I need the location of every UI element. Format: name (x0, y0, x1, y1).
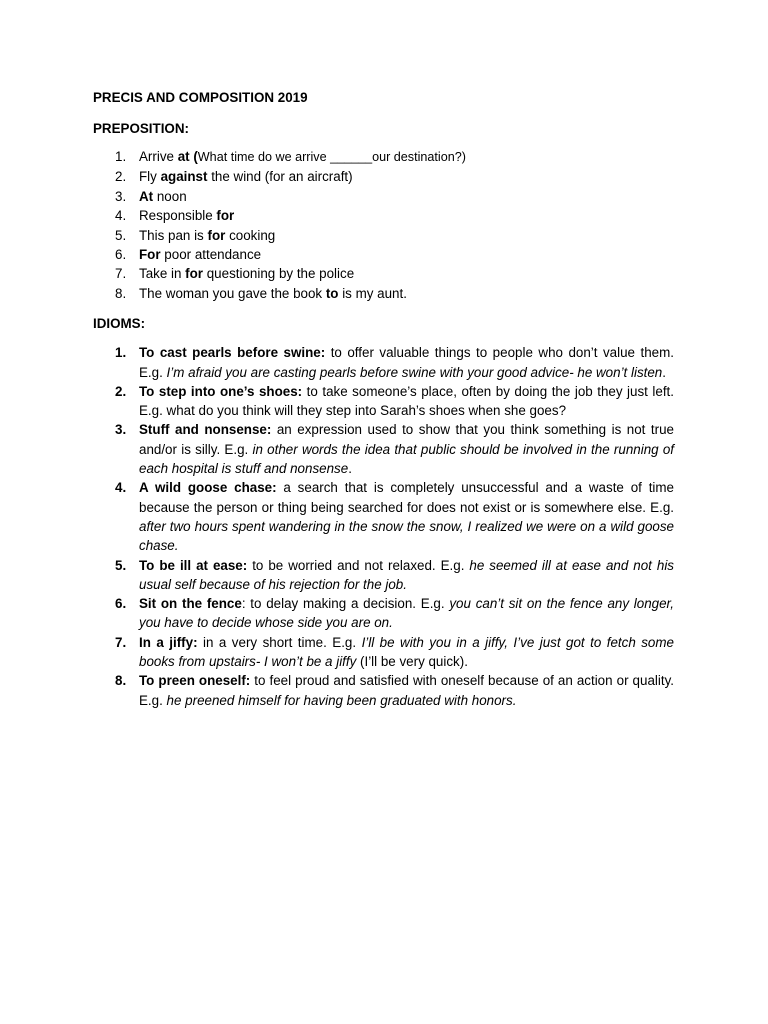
list-item: 7. Take in for questioning by the police (115, 266, 355, 282)
list-item: 6. For poor attendance (115, 247, 262, 263)
preposition-heading: PREPOSITION: (93, 121, 189, 136)
list-item: 7. In a jiffy: in a very short time. E.g. I’ll be with you in a jiffy, I’ve just got to fetch some books from upstairs- I won’t be a jiffy (I’ll be very quick). (115, 634, 674, 669)
list-item: 4. A wild goose chase: a search that is completely unsuccessful and a waste of time because the person or thing being searched for does not exist or is somewhere else. E.g. after two hours spent wandering in the snow the snow, I realized we were on a wild goose chase. (115, 480, 674, 554)
list-item: 3. Stuff and nonsense: an expression used to show that you think something is not true and/or is silly. E.g. in other words the idea that public should be involved in the running of each hospital is stuff and nonsense. (115, 422, 674, 477)
list-item: 6. Sit on the fence: to delay making a decision. E.g. you can’t sit on the fence any longer, you have to decide whose side you are on. (115, 596, 674, 631)
list-item: 1. To cast pearls before swine: to offer valuable things to people who don’t value them. E.g. I’m afraid you are casting pearls before swine with your good advice- he won’t listen. (115, 345, 674, 380)
preposition-list (93, 147, 674, 303)
list-item: 5. This pan is for cooking (115, 227, 276, 243)
idioms-heading: IDIOMS: (93, 316, 146, 332)
list-item: 3. At noon (115, 188, 187, 204)
document-title: PRECIS AND COMPOSITION 2019 (93, 90, 308, 105)
list-item: 5. To be ill at ease: to be worried and not relaxed. E.g. he seemed ill at ease and not his usual self because of his rejection for the job. (115, 557, 674, 592)
idioms-list (93, 343, 674, 710)
list-item: 8. To preen oneself: to feel proud and satisfied with oneself because of an action or quality. E.g. he preened himself for having been graduated with honors. (115, 673, 674, 708)
list-item: 4. Responsible for (115, 208, 235, 224)
list-item: 1. Arrive at (What time do we arrive ______our destination?) (115, 149, 466, 164)
list-item: 2. Fly against the wind (for an aircraft) (115, 169, 353, 185)
list-item: 8. The woman you gave the book to is my aunt. (115, 285, 407, 301)
document-page (93, 88, 674, 710)
list-item: 2. To step into one’s shoes: to take someone’s place, often by doing the job they just left. E.g. what do you think will they step into Sarah’s shoes when she goes? (115, 383, 674, 419)
